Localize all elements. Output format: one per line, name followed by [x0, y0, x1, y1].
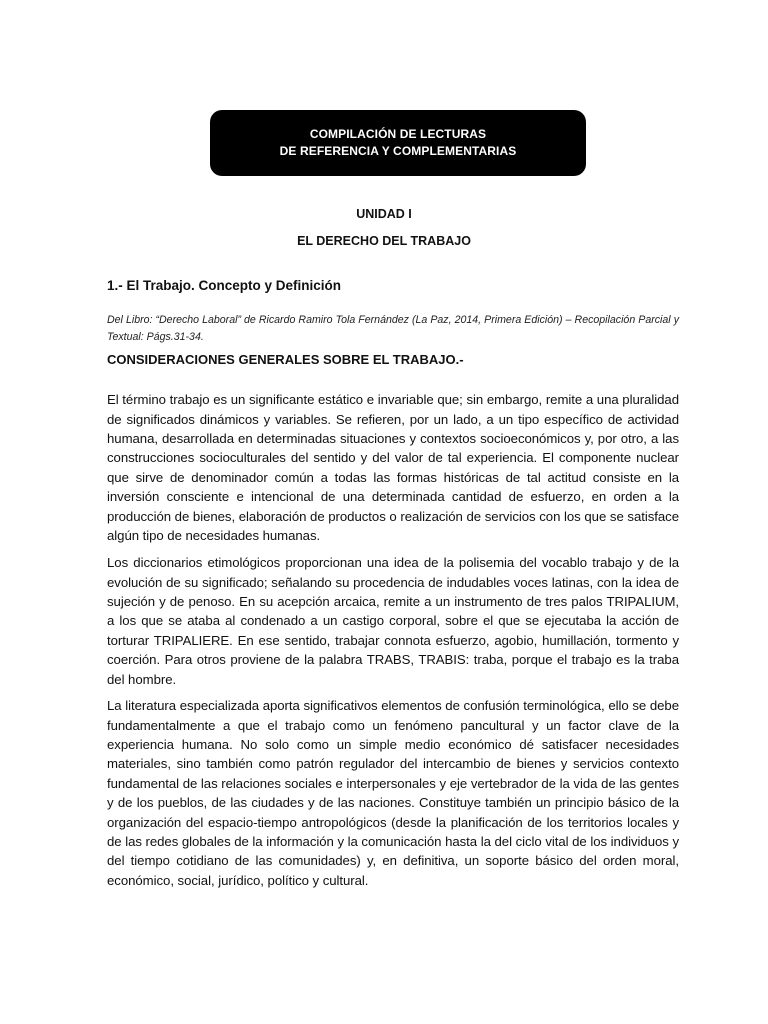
banner-line-1: COMPILACIÓN DE LECTURAS	[309, 127, 487, 141]
unit-title: EL DERECHO DEL TRABAJO	[297, 234, 471, 248]
paragraph: El término trabajo es un significante estático e invariable que; sin embargo, remite a una pluralidad de significados dinámicos y variables. Se refieren, por un lado, a un tipo específico de actividad humana, desarrollada en determinadas situaciones y contextos socioeconómicos y, por otro, a las construcciones socioculturales del sentido y del valor de tal experiencia. El componente nuclear que sirve de denominador común a todas las formas históricas de tal actitud consiste en la inversión consciente e intencional de una determinada cantidad de esfuerzo, en orden a la producción de bienes, elaboración de productos o realización de servicios con los que se satisface algún tipo de necesidades humanas.	[107, 392, 679, 544]
section-heading: 1.- El Trabajo. Concepto y Definición	[107, 278, 342, 293]
paragraph: La literatura especializada aporta significativos elementos de confusión terminológica, ello se debe fundamentalmente a que el trabajo como un fenómeno pancultural y un factor clave de la experiencia humana. No solo como un simple medio económico dé satisfacer necesidades materiales, sino también como patrón regulador del intercambio de bienes y servicios contexto fundamental de las relaciones sociales e interpersonales y eje vertebrador de la vida de las gentes y de los pueblos, de las ciudades y de las naciones. Constituye también un principio básico de la organización del espacio-tiempo antropológicos (desde la planificación de los territorios locales y de las redes globales de la información y la comunicación hasta la del ciclo vital de los individuos y del tiempo cotidiano de las comunidades) y, en definitiva, un soporte básico del orden moral, económico, social, jurídico, político y cultural.	[107, 698, 679, 888]
unit-number: UNIDAD I	[356, 207, 412, 221]
paragraph: Los diccionarios etimológicos proporcionan una idea de la polisemia del vocablo trabajo y de la evolución de su significado; señalando su procedencia de indudables voces latinas, con la idea de sujeción y de penoso. En su acepción arcaica, remite a un instrumento de tres palos TRIPALIUM, a los que se ataba al condenado a un castigo corporal, sobre el que se ejecutaba la acción de torturar TRIPALIERE. En ese sentido, trabajar connota esfuerzo, agobio, humillación, tormento y coerción. Para otros proviene de la palabra TRABS, TRABIS: traba, porque el trabajo es la traba del hombre.	[107, 555, 679, 687]
source-citation: Del Libro: “Derecho Laboral” de Ricardo Ramiro Tola Fernández (La Paz, 2014, Primera Edición) – Recopilación Parcial y Textual: Págs.31-34.	[107, 314, 679, 343]
subheading: CONSIDERACIONES GENERALES SOBRE EL TRABAJO.-	[107, 352, 464, 367]
banner-line-2: DE REFERENCIA Y COMPLEMENTARIAS	[279, 144, 517, 158]
title-banner	[210, 110, 586, 176]
